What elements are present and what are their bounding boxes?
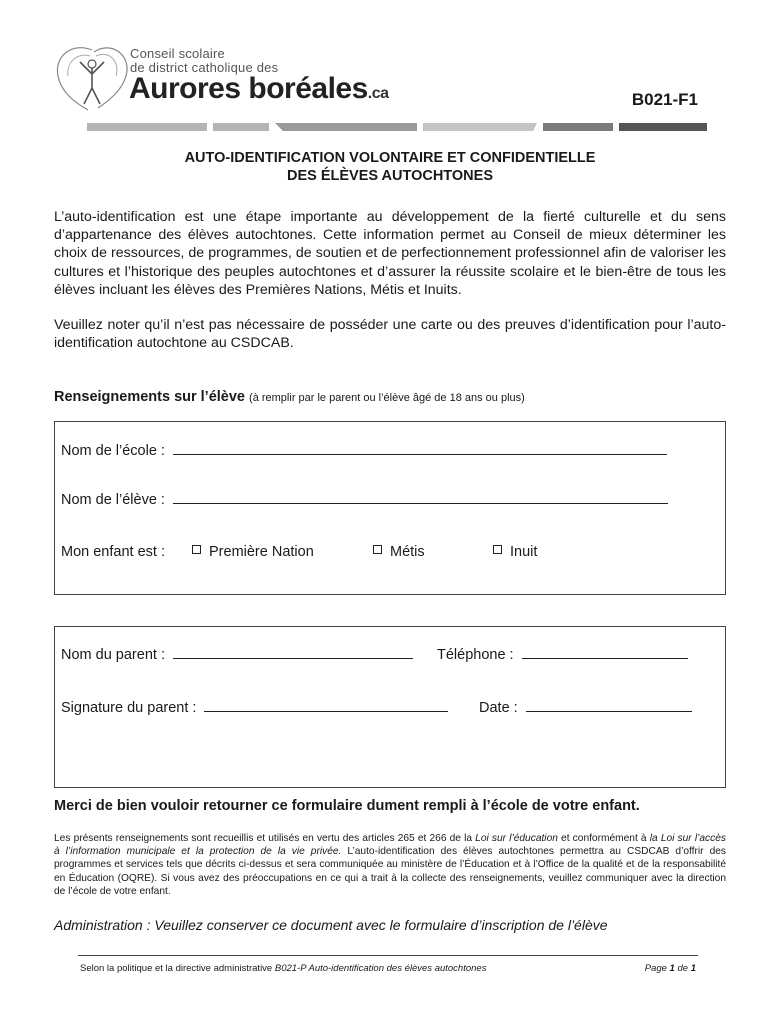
title-line-1: AUTO-IDENTIFICATION VOLONTAIRE ET CONFIDENTIELLE (184, 150, 596, 166)
student-name-input-line[interactable] (173, 491, 668, 504)
admin-note: Administration : Veuillez conserver ce document avec le formulaire d’inscription de l’élève (54, 917, 608, 933)
inuit-label: Inuit (510, 544, 538, 560)
logo-name-text: Aurores boréales (129, 72, 368, 105)
metis-label: Métis (390, 544, 425, 560)
option-first-nation[interactable] (192, 544, 314, 560)
school-name-input-line[interactable] (173, 442, 667, 455)
legal-notice (54, 832, 726, 898)
first-nation-checkbox[interactable] (192, 545, 201, 554)
footer-divider (78, 955, 698, 956)
inuit-checkbox[interactable] (493, 545, 502, 554)
aurora-figure-logo-icon (52, 42, 132, 114)
footer-policy-text: Selon la politique et la directive administrative (80, 963, 275, 974)
school-name-field (61, 442, 667, 459)
legal-part-2: et conformément à (557, 833, 650, 844)
date-label: Date : (479, 700, 518, 716)
student-info-heading (54, 389, 525, 405)
page-current: 1 (669, 963, 675, 974)
parent-name-label: Nom du parent : (61, 647, 165, 663)
metis-checkbox[interactable] (373, 545, 382, 554)
return-instruction: Merci de bien vouloir retourner ce formulaire dument rempli à l’école de votre enfant. (54, 798, 640, 814)
document-title (60, 149, 720, 185)
logo-wordmark (129, 72, 389, 106)
page-prefix: Page (644, 963, 670, 974)
logo-tld: .ca (367, 85, 389, 102)
phone-field (437, 646, 688, 663)
parent-name-field (61, 646, 413, 663)
child-identity-label: Mon enfant est : (61, 544, 165, 560)
section-subtitle: (à remplir par le parent ou l’élève âgé de 18 ans ou plus) (249, 392, 525, 404)
section-title-text: Renseignements sur l’élève (54, 389, 245, 405)
student-name-field (61, 491, 668, 508)
page-number (645, 963, 696, 974)
page-total: 1 (690, 963, 696, 974)
signature-label: Signature du parent : (61, 700, 197, 716)
legal-law-1: Loi sur l’éducation (475, 833, 558, 844)
school-board-logo (52, 42, 389, 114)
note-paragraph: Veuillez noter qu’il n’est pas nécessaire de posséder une carte ou des preuves d’identification pour l’auto-identification autochtone au CSDCAB. (54, 317, 726, 352)
option-metis[interactable] (373, 544, 425, 560)
date-input-line[interactable] (526, 699, 692, 712)
signature-input-line[interactable] (204, 699, 448, 712)
student-info-box (54, 421, 726, 595)
intro-paragraph: L’auto-identification est une étape importante au développement de la fierté culturelle et du sens d’appartenance des élèves autochtones. Cette information permet au Conseil de mieux déterminer les choix de ressources, de programmes, de soutien et de perfectionnement professionnel afin de valoriser les cultures et l’historique des peuples autochtones et d’assurer la réussite scolaire et le bien-être de tous les élèves incluant les élèves des Premières Nations, Métis et Inuits. (54, 209, 726, 298)
date-field (479, 699, 692, 716)
legal-part-1: Les présents renseignements sont recueillis et utilisés en vertu des articles 265 et 266 de la (54, 833, 476, 844)
footer-policy-title: B021-P Auto-identification des élèves autochtones (274, 963, 487, 974)
school-name-label: Nom de l’école : (61, 443, 165, 459)
parent-name-input-line[interactable] (173, 646, 413, 659)
title-line-2: DES ÉLÈVES AUTOCHTONES (287, 168, 493, 184)
footer-policy-reference (80, 963, 486, 974)
page-of: de (674, 963, 691, 974)
parent-info-box (54, 626, 726, 788)
first-nation-label: Première Nation (209, 544, 314, 560)
legal-part-3: L’auto-identification des élèves autochtones permettra au CSDCAB d’offrir des programmes et services tels que décrits ci-dessus et sera communiquée au ministère de l’Éducation et à l’Office de la qualité et de la responsabilité en Éducation (OQRE). Si vous avez des préoccupations en ce qui a trait à la collecte des renseignements, veuillez communiquer avec la direction de l’école de votre enfant. (54, 846, 726, 897)
form-code: B021-F1 (631, 90, 698, 109)
phone-input-line[interactable] (522, 646, 688, 659)
signature-field (61, 699, 448, 716)
header-decorative-bar (87, 121, 707, 133)
logo-text-line1: Conseil scolaire (130, 46, 225, 61)
legal-law-2: la Loi sur l’accès à l’information municipale et la protection de la vie privée. (54, 833, 726, 858)
logo-text-line2: de district catholique des (130, 60, 279, 75)
student-name-label: Nom de l’élève : (61, 492, 165, 508)
phone-label: Téléphone : (437, 647, 514, 663)
option-inuit[interactable] (493, 544, 537, 560)
